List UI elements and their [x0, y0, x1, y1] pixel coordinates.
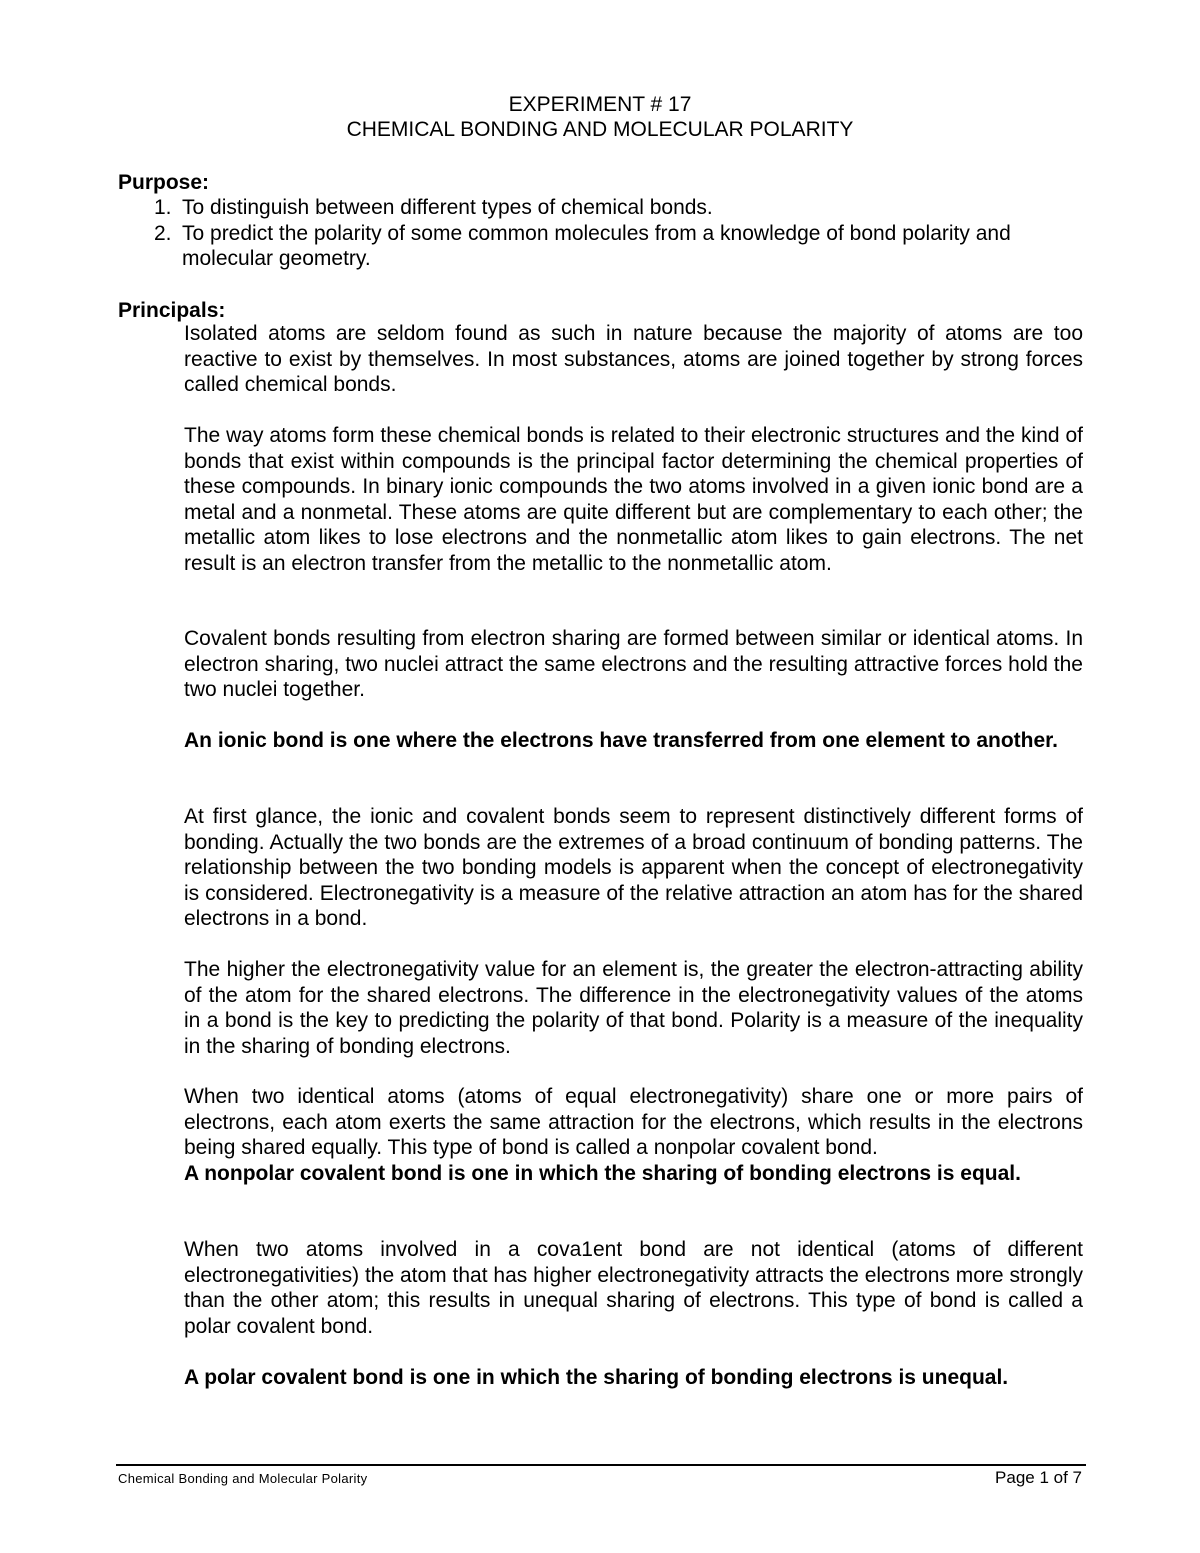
experiment-title: CHEMICAL BONDING AND MOLECULAR POLARITY — [346, 118, 854, 141]
footer-document-title: Chemical Bonding and Molecular Polarity — [118, 1471, 368, 1486]
paragraph-polarity: The higher the electronegativity value for an element is, the greater the electron-attracting ability of the atom for the shared electrons. The difference in the electronegativity values of the atoms in a bond is the key to predicting the polarity of that bond. Polarity is a measure of the inequality in the sharing of bonding electrons. — [184, 958, 1083, 1058]
purpose-heading: Purpose: — [118, 171, 210, 194]
purpose-list-item — [118, 221, 1082, 272]
paragraph-polar-covalent: When two atoms involved in a cova1ent bond are not identical (atoms of different electronegativities) the atom that has higher electronegativity attracts the electrons more strongly than the other atom; this results in unequal sharing of electrons. This type of bond is called a polar covalent bond. — [184, 1238, 1083, 1338]
definition-polar-covalent-bond: A polar covalent bond is one in which the sharing of bonding electrons is unequal. — [184, 1366, 1009, 1389]
definition-ionic-bond: An ionic bond is one where the electrons have transferred from one element to another. — [184, 729, 1059, 752]
principals-heading: Principals: — [118, 299, 226, 322]
purpose-item-text: To predict the polarity of some common molecules from a knowledge of bond polarity and molecular geometry. — [182, 221, 1011, 270]
purpose-item-text: To distinguish between different types of chemical bonds. — [182, 196, 713, 219]
paragraph-covalent-bonds: Covalent bonds resulting from electron sharing are formed between similar or identical atoms. In electron sharing, two nuclei attract the same electrons and the resulting attractive forces hold the two nuclei together. — [184, 627, 1083, 701]
paragraph-isolated-atoms: Isolated atoms are seldom found as such in nature because the majority of atoms are too reactive to exist by themselves. In most substances, atoms are joined together by strong forces called chemical bonds. — [184, 322, 1083, 396]
purpose-list-item — [118, 195, 1082, 221]
experiment-number-title: EXPERIMENT # 17 — [508, 93, 692, 116]
footer-divider — [116, 1464, 1086, 1466]
purpose-item-number: 1. — [154, 196, 172, 219]
paragraph-electronegativity: At first glance, the ionic and covalent bonds seem to represent distinctively different forms of bonding. Actually the two bonds are the extremes of a broad continuum of bonding patterns. The relationship between the two bonding models is apparent when the concept of electronegativity is considered. Electronegativity is a measure of the relative attraction an atom has for the shared electrons in a bond. — [184, 805, 1083, 930]
footer-page-number: Page 1 of 7 — [995, 1468, 1082, 1487]
paragraph-nonpolar-covalent: When two identical atoms (atoms of equal electronegativity) share one or more pairs of electrons, each atom exerts the same attraction for the electrons, which results in the electrons being shared equally. This type of bond is called a nonpolar covalent bond. — [184, 1085, 1083, 1159]
paragraph-ionic-bonding: The way atoms form these chemical bonds is related to their electronic structures and the kind of bonds that exist within compounds is the principal factor determining the chemical properties of these compounds. In binary ionic compounds the two atoms involved in a given ionic bond are a metal and a nonmetal. These atoms are quite different but are complementary to each other; the metallic atom likes to lose electrons and the nonmetallic atom likes to gain electrons. The net result is an electron transfer from the metallic to the nonmetallic atom. — [184, 424, 1083, 575]
purpose-list — [118, 195, 1082, 272]
purpose-item-number: 2. — [154, 221, 172, 245]
definition-nonpolar-covalent-bond: A nonpolar covalent bond is one in which the sharing of bonding electrons is equal. — [184, 1162, 1021, 1185]
